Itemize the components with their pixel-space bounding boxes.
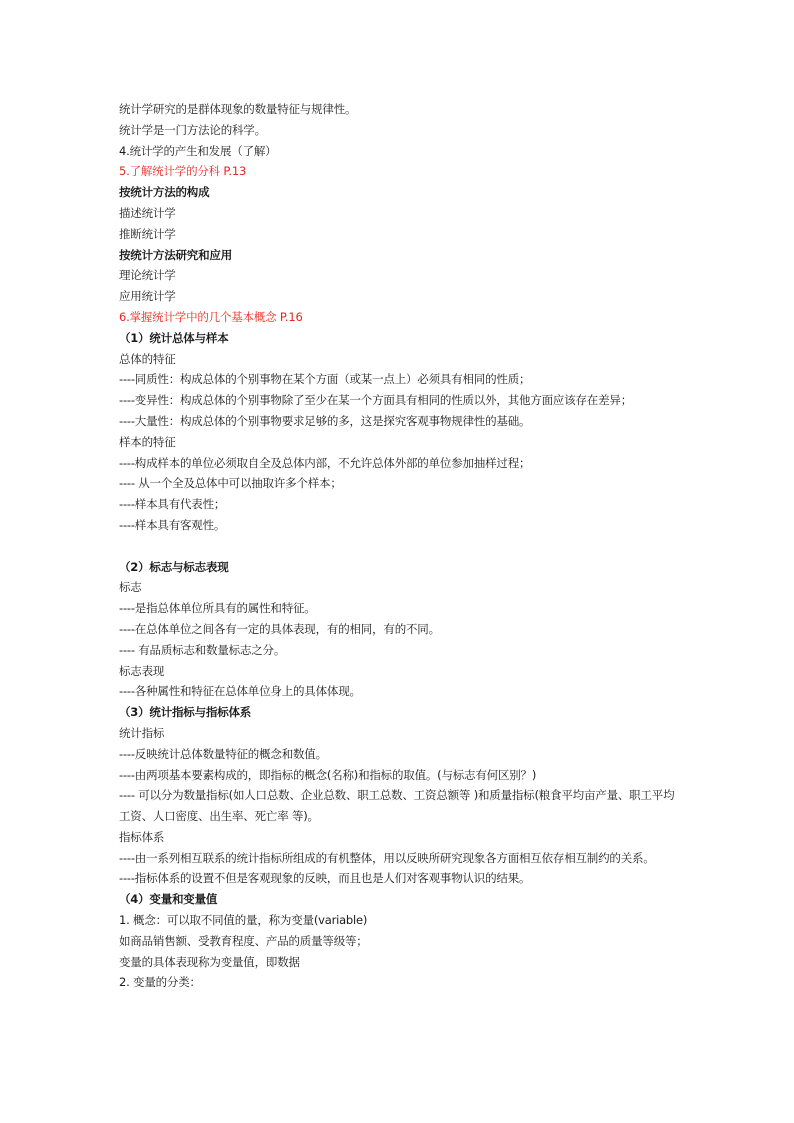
paragraph: ---- 从一个全及总体中可以抽取许多个样本； [119, 476, 342, 491]
paragraph: ----反映统计总体数量特征的概念和数值。 [119, 746, 327, 761]
paragraph: ----大量性：构成总体的个别事物要求足够的多，这是探究客观事物规律性的基础。 [119, 413, 531, 428]
paragraph: ----由两项基本要素构成的，即指标的概念(名称)和指标的取值。(与标志有何区别？) [119, 767, 537, 782]
paragraph: 总体的特征 [119, 351, 176, 366]
paragraph: 变量的具体表现称为变量值，即数据 [119, 954, 300, 969]
subheading: 按统计方法研究和应用 [119, 247, 232, 262]
paragraph: 统计指标 [119, 725, 165, 740]
paragraph: ----变异性：构成总体的个别事物除了至少在某一个方面具有相同的性质以外，其他方面应该存在差异； [119, 393, 632, 408]
paragraph: 如商品销售额、受教育程度、产品的质量等级等； [119, 933, 368, 948]
paragraph: 标志 [119, 580, 142, 595]
section-heading: 5.了解统计学的分科 P.13 [119, 164, 247, 179]
section-heading: 6.掌握统计学中的几个基本概念 P.16 [119, 309, 303, 324]
paragraph: 推断统计学 [119, 226, 176, 241]
paragraph: 统计学研究的是群体现象的数量特征与规律性。 [119, 102, 357, 116]
paragraph: ----由一系列相互联系的统计指标所组成的有机整体，用以反映所研究现象各方面相互依存相互制约的关系。 [119, 850, 655, 865]
paragraph: ----同质性：构成总体的个别事物在某个方面（或某一点上）必须具有相同的性质； [119, 372, 531, 387]
document-page [119, 99, 685, 993]
paragraph: ---- 有品质标志和数量标志之分。 [119, 642, 286, 657]
paragraph: 应用统计学 [119, 289, 176, 304]
paragraph: 4.统计学的产生和发展（了解） [119, 143, 277, 158]
paragraph: ----各种属性和特征在总体单位身上的具体体现。 [119, 684, 361, 699]
paragraph: 1. 概念：可以取不同值的量，称为变量(variable) [119, 913, 368, 928]
paragraph: ----在总体单位之间各有一定的具体表现，有的相同，有的不同。 [119, 621, 440, 636]
blank-line [119, 536, 685, 557]
paragraph: ----样本具有客观性。 [119, 517, 226, 532]
subheading: （1）统计总体与样本 [119, 330, 229, 345]
paragraph: 指标体系 [119, 829, 165, 844]
paragraph: 描述统计学 [119, 205, 176, 220]
paragraph: ----是指总体单位所具有的属性和特征。 [119, 601, 316, 616]
paragraph: 统计学是一门方法论的科学。 [119, 122, 266, 137]
paragraph: 标志表现 [119, 663, 165, 678]
subheading: （2）标志与标志表现 [119, 559, 229, 574]
paragraph: ---- 可以分为数量指标(如人口总数、企业总数、职工总数、工资总额等 )和质量指标(粮食平均亩产量、职工平均工资、人口密度、出生率、死亡率 等)。 [119, 788, 675, 824]
paragraph: 理论统计学 [119, 268, 176, 283]
paragraph: ----构成样本的单位必须取自全及总体内部，不允许总体外部的单位参加抽样过程； [119, 455, 531, 470]
subheading: （3）统计指标与指标体系 [119, 705, 252, 720]
paragraph: 样本的特征 [119, 434, 176, 449]
subheading: （4）变量和变量值 [119, 892, 218, 907]
paragraph: ----样本具有代表性； [119, 497, 226, 512]
paragraph: 2. 变量的分类： [119, 975, 201, 990]
paragraph: ----指标体系的设置不但是客观现象的反映，而且也是人们对客观事物认识的结果。 [119, 871, 531, 886]
subheading: 按统计方法的构成 [119, 185, 210, 200]
